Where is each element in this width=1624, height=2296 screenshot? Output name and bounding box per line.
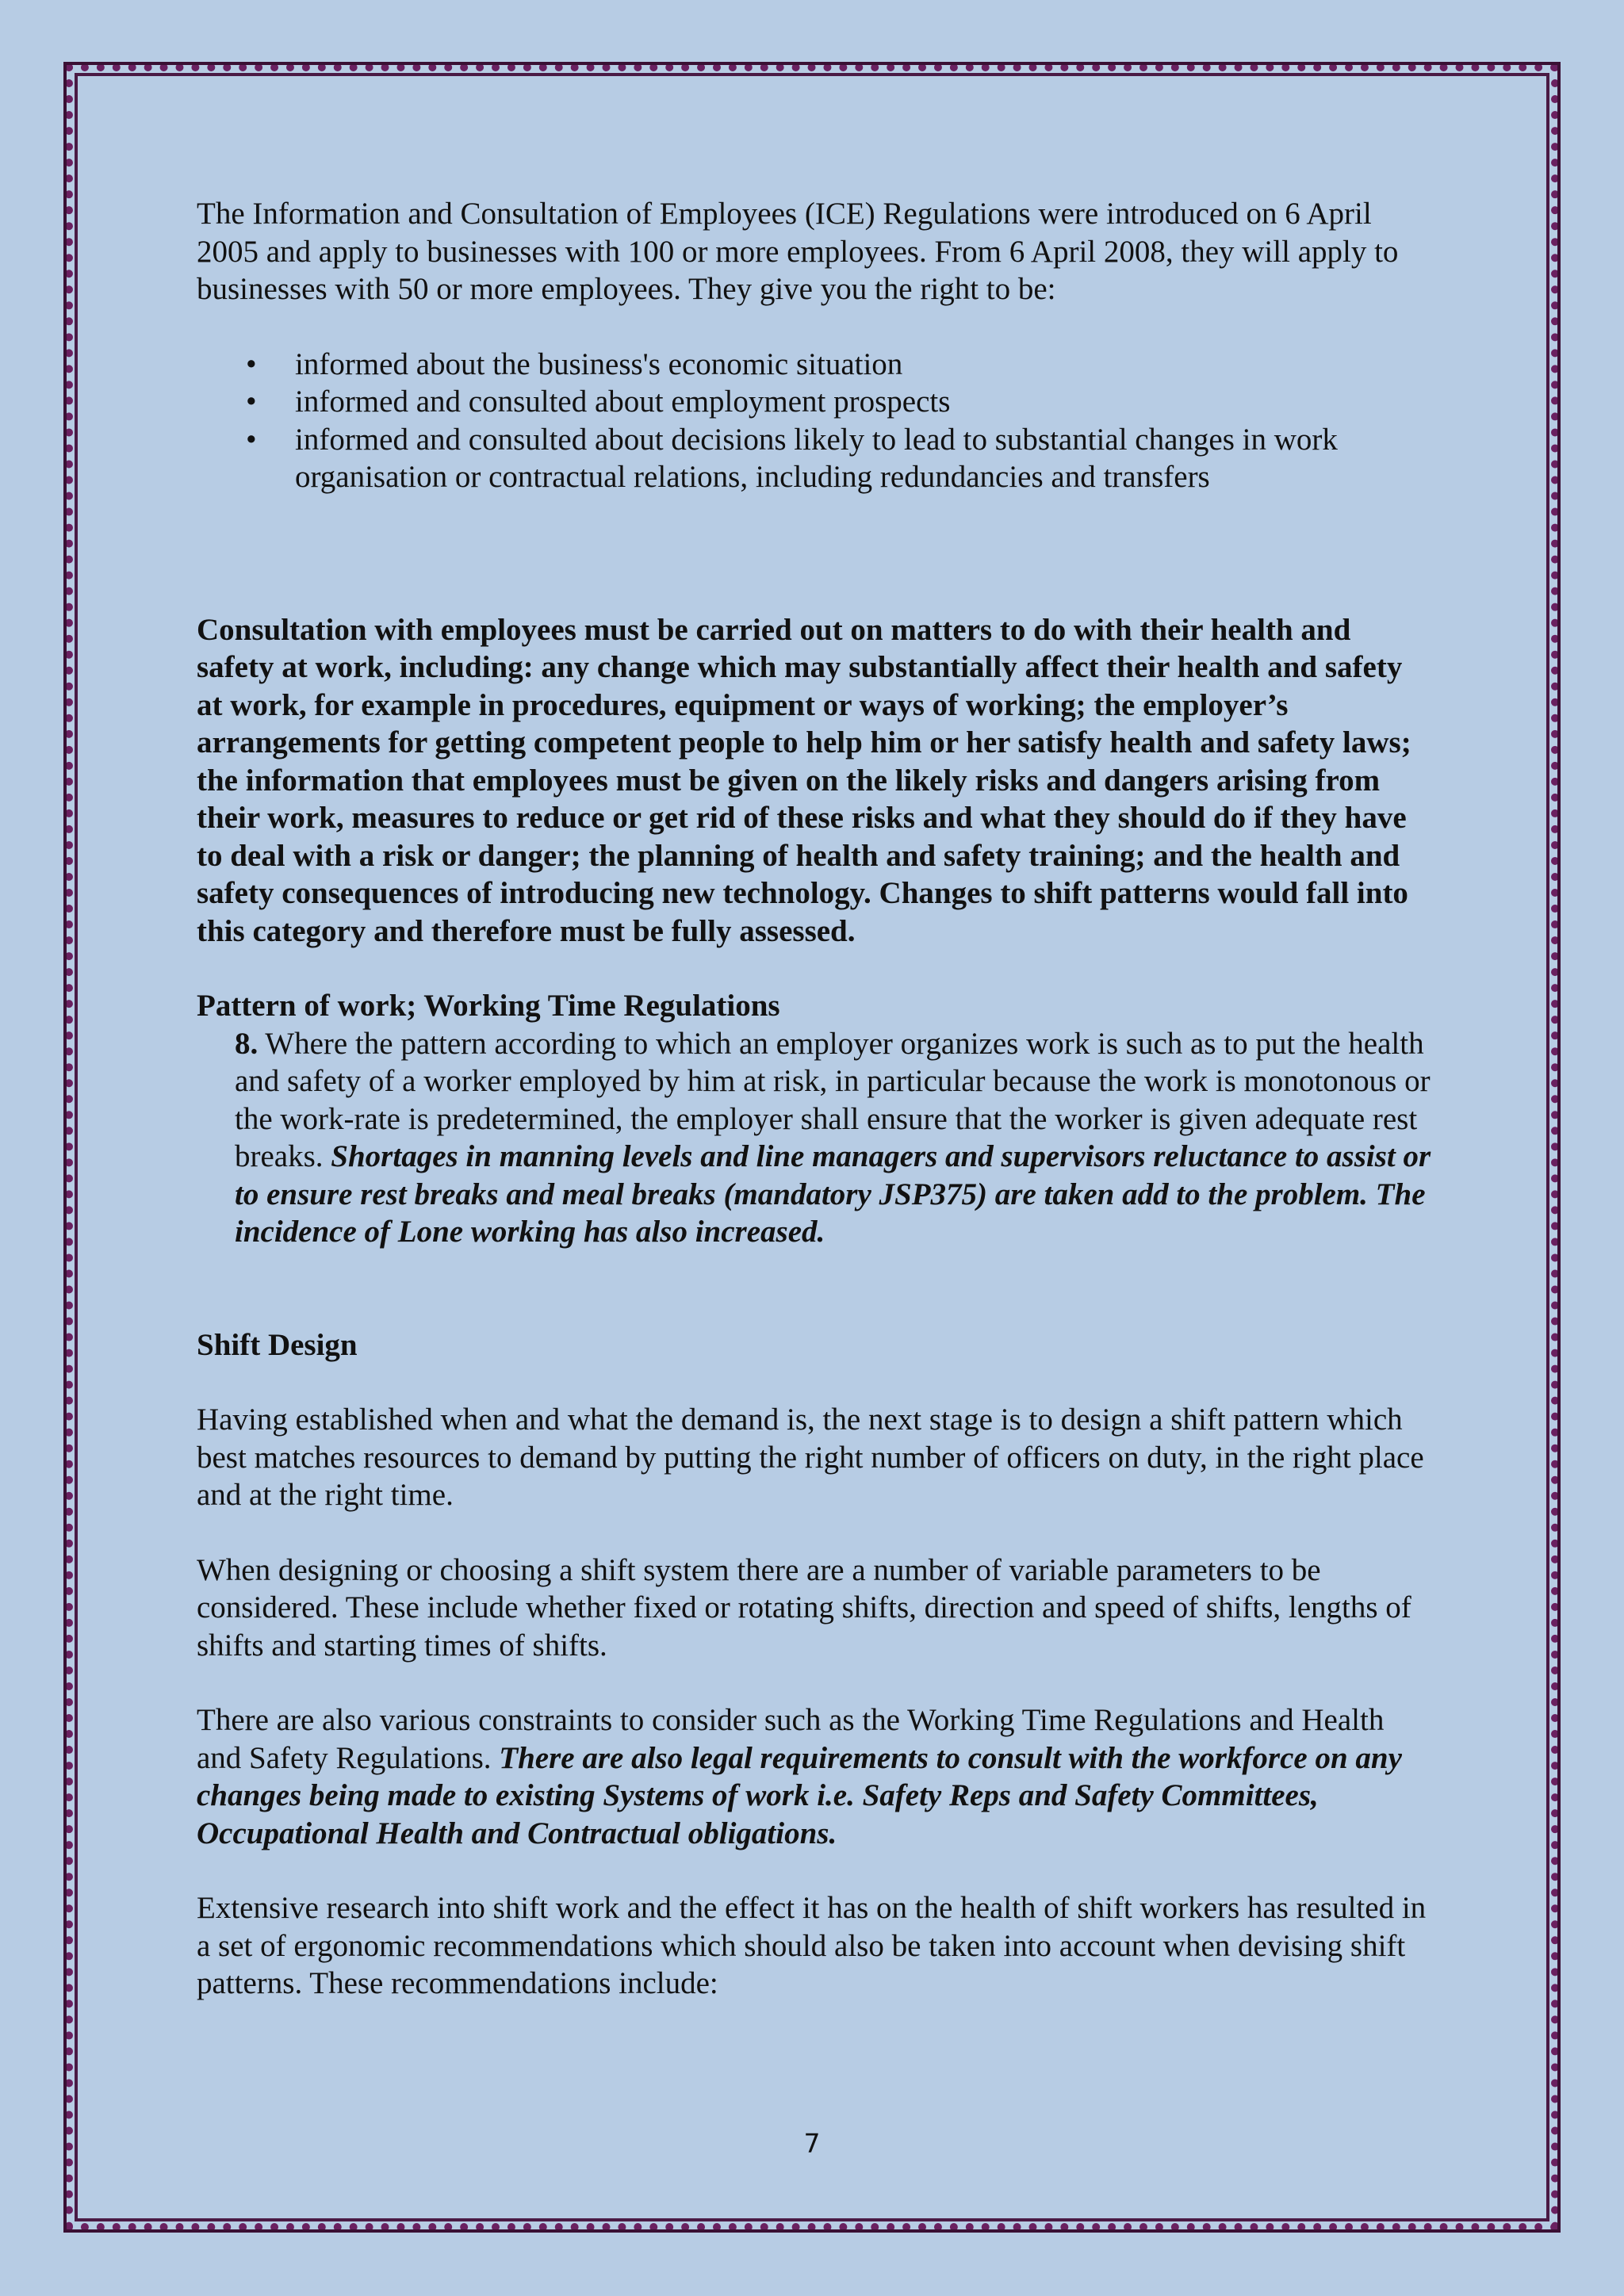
regulation-text: Where the pattern according to which an employer organizes work is such as to put the health and safety of a worker employed by him at risk, in particular because the work is monotonous or the work-rate is predetermined, the employer shall ensure that the worker is given adequate rest breaks. <box>235 1026 1431 1173</box>
shift-design-paragraph-3 <box>197 1701 1434 1852</box>
shift-design-paragraph-1: Having established when and what the demand is, the next stage is to design a shift pattern which best matches resources to demand by putting the right number of officers on duty, in the right place and at the right time. <box>197 1402 1424 1512</box>
shift-design-paragraph-2: When designing or choosing a shift system there are a number of variable parameters to be considered. These include whether fixed or rotating shifts, direction and speed of shifts, lengths of shifts and starting times of shifts. <box>197 1552 1411 1663</box>
page-number: 7 <box>803 2128 821 2159</box>
regulation-8-paragraph <box>197 1025 1434 1251</box>
consultation-paragraph: Consultation with employees must be carried out on matters to do with their health and safety at work, including: any change which may substantially affect their health and safety at work, for example in procedures, equipment or ways of working; the employer’s arrangements for getting competent people to help him or her satisfy health and safety laws; the information that employees must be given on the likely risks and dangers arising from their work, measures to reduce or get rid of these risks and what they should do if they have to deal with a risk or danger; the planning of health and safety training; and the health and safety consequences of introducing new technology. Changes to shift patterns would fall into this category and therefore must be fully assessed. <box>197 612 1411 948</box>
list-item: • informed about the business's economic situation <box>295 346 1434 384</box>
pattern-of-work-heading: Pattern of work; Working Time Regulations <box>197 989 780 1023</box>
shift-design-heading: Shift Design <box>197 1327 358 1362</box>
list-item: • informed and consulted about employment prospects <box>295 383 1434 421</box>
legal-requirements-emphasis: There are also legal requirements to consult with the workforce on any changes being made to existing Systems of work i.e. Safety Reps and Safety Committees, Occupational Health and Contractual obligations. <box>197 1740 1402 1850</box>
constraints-text: There are also various constraints to consider such as the Working Time Regulations and Health and Safety Regulations. <box>197 1703 1385 1775</box>
intro-paragraph: The Information and Consultation of Employees (ICE) Regulations were introduced on 6 April 2005 and apply to businesses with 100 or more employees. From 6 April 2008, they will apply to businesses with 50 or more employees. They give you the right to be: <box>197 197 1399 306</box>
shift-design-paragraph-4: Extensive research into shift work and the effect it has on the health of shift workers has resulted in a set of ergonomic recommendations which should also be taken into account when devising shift patterns. These recommendations include: <box>197 1891 1427 2000</box>
regulation-emphasis: Shortages in manning levels and line managers and supervisors reluctance to assist or to ensure rest breaks and meal breaks (mandatory JSP375) are taken add to the problem. The incidence of Lone working has also increased. <box>235 1139 1431 1249</box>
document-body <box>197 195 1434 2003</box>
list-item: • informed and consulted about decisions likely to lead to substantial changes in work organisation or contractual relations, including redundancies and transfers <box>295 421 1434 496</box>
rights-list <box>197 346 1434 496</box>
regulation-number: 8. <box>235 1026 259 1061</box>
